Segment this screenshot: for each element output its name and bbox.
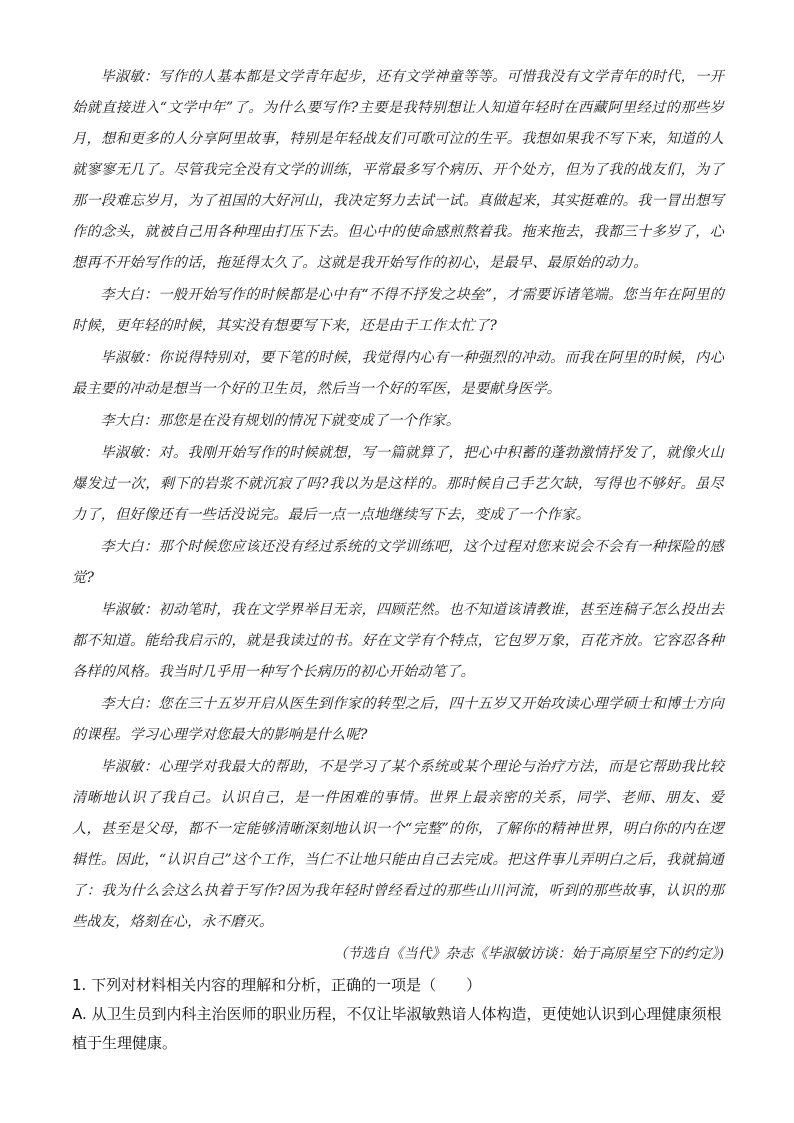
paragraph-4: 李大白：那您是在没有规划的情况下就变成了一个作家。 [100, 413, 461, 429]
question-stem: 1. 下列对材料相关内容的理解和分析，正确的一项是（ ） [72, 976, 482, 994]
option-a: A. 从卫生员到内科主治医师的职业历程，不仅让毕淑敏熟谙人体构造，更使她认识到心理健康须根植于生理健康。 [72, 1005, 722, 1052]
source-citation: （节选自《当代》杂志《毕淑敏访谈：始于高原星空下的约定》) [333, 946, 724, 962]
paragraph-3: 毕淑敏：你说得特别对，要下笔的时候，我觉得内心有一种强烈的冲动。而我在阿里的时候，内心最主要的冲动是想当一个好的卫生员，然后当一个好的军医，是要献身医学。 [72, 350, 724, 397]
paragraph-2: 李大白：一般开始写作的时候都是心中有“不得不抒发之块垒”，才需要诉诸笔端。您当年在阿里的时候，更年轻的时候，其实没有想要写下来，还是由于工作太忙了? [72, 287, 724, 334]
paragraph-6: 李大白：那个时候您应该还没有经过系统的文学训练吧，这个过程对您来说会不会有一种探险的感觉? [72, 539, 724, 586]
paragraph-7: 毕淑敏：初动笔时，我在文学界举目无亲，四顾茫然。也不知道该请教谁，甚至连稿子怎么投出去都不知道。能给我启示的，就是我读过的书。好在文学有个特点，它包罗万象，百花齐放。它容忍各种各样的风格。我当时几乎用一种写个长病历的初心开始动笔了。 [72, 602, 724, 680]
paragraph-1: 毕淑敏：写作的人基本都是文学青年起步，还有文学神童等等。可惜我没有文学青年的时代，一开始就直接进入“文学中年”了。为什么要写作?主要是我特别想让人知道年轻时在西藏阿里经过的那些岁月，想和更多的人分享阿里故事，特别是年轻战友们可歌可泣的生平。我想如果我不写下来，知道的人就寥寥无几了。尽管我完全没有文学的训练，平常最多写个病历、开个处方，但为了我的战友们，为了那一段难忘岁月，为了祖国的大好河山，我决定努力去试一试。真做起来，其实挺难的。我一冒出想写作的念头，就被自己用各种理由打压下去。但心中的使命感煎熬着我。拖来拖去，我都三十多岁了，心想再不开始写作的话，拖延得太久了。这就是我开始写作的初心，是最早、最原始的动力。 [72, 69, 724, 271]
interview-excerpt [72, 62, 724, 938]
paragraph-5: 毕淑敏：对。我刚开始写作的时候就想，写一篇就算了，把心中积蓄的蓬勃激情抒发了，就像火山爆发过一次，剩下的岩浆不就沉寂了吗?我以为是这样的。那时候自己手艺欠缺，写得也不够好。虽尽力了，但好像还有一些话没说完。最后一点一点地继续写下去，变成了一个作家。 [72, 445, 724, 523]
question-block [72, 971, 724, 1058]
document-page [72, 62, 724, 1058]
paragraph-8: 李大白：您在三十五岁开启从医生到作家的转型之后，四十五岁又开始攻读心理学硕士和博士方向的课程。学习心理学对您最大的影响是什么呢? [72, 696, 724, 743]
paragraph-9: 毕淑敏：心理学对我最大的帮助，不是学习了某个系统或某个理论与治疗方法，而是它帮助我比较清晰地认识了我自己。认识自己，是一件困难的事情。世界上最亲密的关系，同学、老师、朋友、爱人，甚至是父母，都不一定能够清晰深刻地认识一个“完整”的你，了解你的精神世界，明白你的内在逻辑性。因此，“认识自己”这个工作，当仁不让地只能由自己去完成。把这件事儿弄明白之后，我就搞通了：我为什么会这么执着于写作?因为我年轻时曾经看过的那些山川河流，听到的那些故事，认识的那些战友，烙刻在心，永不磨灭。 [72, 759, 724, 930]
